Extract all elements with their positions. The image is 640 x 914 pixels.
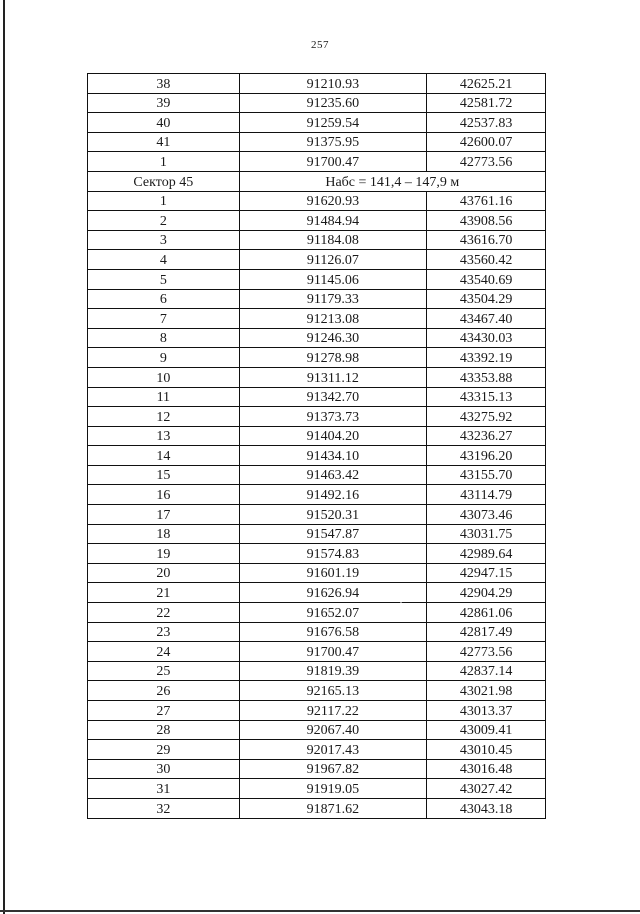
y-coordinate-cell: 43430.03 xyxy=(427,328,546,348)
table-row xyxy=(88,93,546,113)
point-number-cell: 15 xyxy=(88,465,240,485)
point-number-cell: 2 xyxy=(88,211,240,231)
point-number-cell: 20 xyxy=(88,563,240,583)
x-coordinate-cell: 91871.62 xyxy=(239,798,427,818)
y-coordinate-cell: 42837.14 xyxy=(427,661,546,681)
x-coordinate-cell: 91235.60 xyxy=(239,93,427,113)
x-coordinate-cell: 91259.54 xyxy=(239,113,427,133)
table-row xyxy=(88,309,546,329)
table-row xyxy=(88,485,546,505)
point-number-cell: 11 xyxy=(88,387,240,407)
point-number-cell: 7 xyxy=(88,309,240,329)
y-coordinate-cell: 43275.92 xyxy=(427,407,546,427)
point-number-cell: 32 xyxy=(88,798,240,818)
point-number-cell: 29 xyxy=(88,740,240,760)
x-coordinate-cell: 92067.40 xyxy=(239,720,427,740)
y-coordinate-cell: 43315.13 xyxy=(427,387,546,407)
y-coordinate-cell: 43073.46 xyxy=(427,505,546,525)
y-coordinate-cell: 42537.83 xyxy=(427,113,546,133)
x-coordinate-cell: 91967.82 xyxy=(239,759,427,779)
table-row xyxy=(88,230,546,250)
y-coordinate-cell: 43392.19 xyxy=(427,348,546,368)
table-row xyxy=(88,759,546,779)
x-coordinate-cell: 91700.47 xyxy=(239,642,427,662)
y-coordinate-cell: 43027.42 xyxy=(427,779,546,799)
point-number-cell: 13 xyxy=(88,426,240,446)
x-coordinate-cell: 92165.13 xyxy=(239,681,427,701)
y-coordinate-cell: 43021.98 xyxy=(427,681,546,701)
x-coordinate-cell: 91520.31 xyxy=(239,505,427,525)
x-coordinate-cell: 91213.08 xyxy=(239,309,427,329)
scan-edge-bottom xyxy=(0,910,640,912)
table-row xyxy=(88,681,546,701)
point-number-cell: 23 xyxy=(88,622,240,642)
point-number-cell: 1 xyxy=(88,191,240,211)
table-row xyxy=(88,387,546,407)
point-number-cell: 27 xyxy=(88,701,240,721)
x-coordinate-cell: 91434.10 xyxy=(239,446,427,466)
point-number-cell: 28 xyxy=(88,720,240,740)
point-number-cell: 10 xyxy=(88,367,240,387)
table-row xyxy=(88,544,546,564)
point-number-cell: 14 xyxy=(88,446,240,466)
point-number-cell: 3 xyxy=(88,230,240,250)
y-coordinate-cell: 42947.15 xyxy=(427,563,546,583)
table-row xyxy=(88,524,546,544)
point-number-cell: 5 xyxy=(88,269,240,289)
y-coordinate-cell: 42600.07 xyxy=(427,132,546,152)
sector-header xyxy=(88,171,546,191)
scan-speck xyxy=(400,602,402,603)
point-number-cell: 21 xyxy=(88,583,240,603)
table-row xyxy=(88,740,546,760)
x-coordinate-cell: 91700.47 xyxy=(239,152,427,172)
point-number-cell: 41 xyxy=(88,132,240,152)
y-coordinate-cell: 42581.72 xyxy=(427,93,546,113)
y-coordinate-cell: 42904.29 xyxy=(427,583,546,603)
table-row xyxy=(88,622,546,642)
coordinates-table xyxy=(87,73,546,819)
y-coordinate-cell: 43467.40 xyxy=(427,309,546,329)
table-row xyxy=(88,74,546,94)
sector-label: Сектор 45 xyxy=(88,171,240,191)
sector-elevation: Набс = 141,4 – 147,9 м xyxy=(239,171,545,191)
y-coordinate-cell: 43908.56 xyxy=(427,211,546,231)
table-row xyxy=(88,583,546,603)
table-row xyxy=(88,426,546,446)
table-row xyxy=(88,465,546,485)
y-coordinate-cell: 43236.27 xyxy=(427,426,546,446)
x-coordinate-cell: 91484.94 xyxy=(239,211,427,231)
x-coordinate-cell: 91126.07 xyxy=(239,250,427,270)
x-coordinate-cell: 91652.07 xyxy=(239,603,427,623)
table-row xyxy=(88,250,546,270)
scan-edge-left xyxy=(3,0,5,914)
x-coordinate-cell: 91574.83 xyxy=(239,544,427,564)
table-row xyxy=(88,289,546,309)
table-row xyxy=(88,348,546,368)
y-coordinate-cell: 43616.70 xyxy=(427,230,546,250)
point-number-cell: 30 xyxy=(88,759,240,779)
y-coordinate-cell: 43504.29 xyxy=(427,289,546,309)
y-coordinate-cell: 43540.69 xyxy=(427,269,546,289)
point-number-cell: 38 xyxy=(88,74,240,94)
x-coordinate-cell: 92117.22 xyxy=(239,701,427,721)
x-coordinate-cell: 91547.87 xyxy=(239,524,427,544)
x-coordinate-cell: 91246.30 xyxy=(239,328,427,348)
point-number-cell: 1 xyxy=(88,152,240,172)
table-row xyxy=(88,701,546,721)
y-coordinate-cell: 43196.20 xyxy=(427,446,546,466)
table-row xyxy=(88,407,546,427)
point-number-cell: 9 xyxy=(88,348,240,368)
table-body-before-sector xyxy=(88,74,546,172)
x-coordinate-cell: 91620.93 xyxy=(239,191,427,211)
point-number-cell: 25 xyxy=(88,661,240,681)
x-coordinate-cell: 91145.06 xyxy=(239,269,427,289)
point-number-cell: 16 xyxy=(88,485,240,505)
y-coordinate-cell: 43009.41 xyxy=(427,720,546,740)
x-coordinate-cell: 91819.39 xyxy=(239,661,427,681)
table-row xyxy=(88,211,546,231)
x-coordinate-cell: 91278.98 xyxy=(239,348,427,368)
table-row xyxy=(88,328,546,348)
y-coordinate-cell: 43560.42 xyxy=(427,250,546,270)
table-row xyxy=(88,661,546,681)
point-number-cell: 24 xyxy=(88,642,240,662)
point-number-cell: 26 xyxy=(88,681,240,701)
y-coordinate-cell: 43114.79 xyxy=(427,485,546,505)
x-coordinate-cell: 91311.12 xyxy=(239,367,427,387)
x-coordinate-cell: 91492.16 xyxy=(239,485,427,505)
point-number-cell: 6 xyxy=(88,289,240,309)
table-body-after-sector xyxy=(88,191,546,818)
y-coordinate-cell: 42989.64 xyxy=(427,544,546,564)
y-coordinate-cell: 43031.75 xyxy=(427,524,546,544)
point-number-cell: 4 xyxy=(88,250,240,270)
table-row xyxy=(88,642,546,662)
x-coordinate-cell: 91463.42 xyxy=(239,465,427,485)
table-row xyxy=(88,798,546,818)
x-coordinate-cell: 91375.95 xyxy=(239,132,427,152)
y-coordinate-cell: 43016.48 xyxy=(427,759,546,779)
y-coordinate-cell: 42773.56 xyxy=(427,152,546,172)
table-row xyxy=(88,132,546,152)
table-row xyxy=(88,113,546,133)
y-coordinate-cell: 43353.88 xyxy=(427,367,546,387)
point-number-cell: 31 xyxy=(88,779,240,799)
table-row xyxy=(88,505,546,525)
table-row xyxy=(88,563,546,583)
y-coordinate-cell: 42625.21 xyxy=(427,74,546,94)
point-number-cell: 22 xyxy=(88,603,240,623)
point-number-cell: 8 xyxy=(88,328,240,348)
point-number-cell: 12 xyxy=(88,407,240,427)
x-coordinate-cell: 91210.93 xyxy=(239,74,427,94)
x-coordinate-cell: 91676.58 xyxy=(239,622,427,642)
y-coordinate-cell: 43761.16 xyxy=(427,191,546,211)
y-coordinate-cell: 43010.45 xyxy=(427,740,546,760)
x-coordinate-cell: 91184.08 xyxy=(239,230,427,250)
y-coordinate-cell: 42817.49 xyxy=(427,622,546,642)
x-coordinate-cell: 91601.19 xyxy=(239,563,427,583)
x-coordinate-cell: 91919.05 xyxy=(239,779,427,799)
y-coordinate-cell: 43155.70 xyxy=(427,465,546,485)
table-row xyxy=(88,720,546,740)
y-coordinate-cell: 43013.37 xyxy=(427,701,546,721)
point-number-cell: 40 xyxy=(88,113,240,133)
table-row xyxy=(88,603,546,623)
x-coordinate-cell: 91404.20 xyxy=(239,426,427,446)
y-coordinate-cell: 43043.18 xyxy=(427,798,546,818)
x-coordinate-cell: 92017.43 xyxy=(239,740,427,760)
sector-row xyxy=(88,171,546,191)
table-row xyxy=(88,446,546,466)
table-row xyxy=(88,367,546,387)
point-number-cell: 19 xyxy=(88,544,240,564)
x-coordinate-cell: 91373.73 xyxy=(239,407,427,427)
point-number-cell: 39 xyxy=(88,93,240,113)
table-row xyxy=(88,152,546,172)
page-number: 257 xyxy=(311,39,329,51)
point-number-cell: 18 xyxy=(88,524,240,544)
table-row xyxy=(88,191,546,211)
y-coordinate-cell: 42773.56 xyxy=(427,642,546,662)
table-row xyxy=(88,269,546,289)
table-row xyxy=(88,779,546,799)
point-number-cell: 17 xyxy=(88,505,240,525)
x-coordinate-cell: 91626.94 xyxy=(239,583,427,603)
x-coordinate-cell: 91342.70 xyxy=(239,387,427,407)
y-coordinate-cell: 42861.06 xyxy=(427,603,546,623)
x-coordinate-cell: 91179.33 xyxy=(239,289,427,309)
